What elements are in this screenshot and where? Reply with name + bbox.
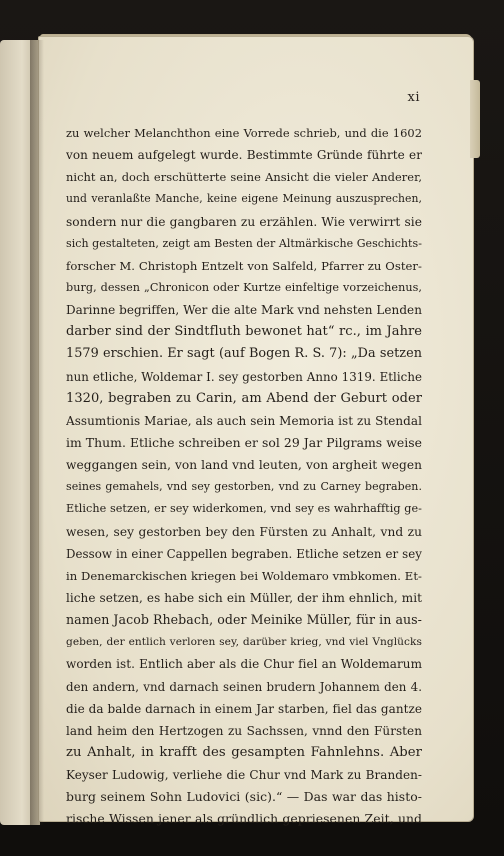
spine-shadow [30, 40, 44, 825]
text-line: burg seinem Sohn Ludovici (sic).“ — Das war das histo- [66, 789, 422, 805]
text-line: Etliche setzen, er sey widerkomen, vnd sey es wahrhafftig ge- [66, 502, 422, 516]
text-line: nicht an, doch erschütterte seine Ansicht die vieler Anderer, [66, 170, 422, 185]
text-line: liche setzen, es habe sich ein Müller, der ihm ehnlich, mit [66, 590, 422, 605]
text-line: land heim den Hertzogen zu Sachssen, vnnd den Fürsten [66, 723, 422, 738]
text-line: zu Anhalt, in krafft des gesampten Fahnlehns. Aber [66, 744, 422, 760]
text-line: seines gemahels, vnd sey gestorben, vnd zu Carney begraben. [66, 480, 422, 494]
text-line: im Thum. Etliche schreiben er sol 29 Jar Pilgrams weise [66, 434, 422, 450]
text-line: rische Wissen jener als gründlich gepriesenen Zeit, und [66, 811, 422, 827]
text-line: 1579 erschien. Er sagt (auf Bogen R. S. 7): „Da setzen [66, 346, 422, 362]
text-line: Keyser Ludowig, verliehe die Chur vnd Mark zu Branden- [66, 768, 422, 783]
body-text [66, 122, 422, 831]
text-line: in Denemarckischen kriegen bei Woldemaro vmbkomen. Et- [66, 568, 422, 583]
text-line: Assumtionis Mariae, als auch sein Memoria ist zu Stendal [66, 413, 422, 428]
text-line: burg, dessen „Chronicon oder Kurtze einfeltige vorzeichenus, [66, 280, 422, 294]
page-tab [470, 80, 480, 158]
text-line: sondern nur die gangbaren zu erzählen. Wie verwirrt sie [66, 214, 422, 229]
text-line: darber sind der Sindtfluth bewonet hat“ rc., im Jahre [66, 324, 422, 340]
text-line: und veranlaßte Manche, keine eigene Meinung auszusprechen, [66, 192, 422, 206]
text-line: sich gestalteten, zeigt am Besten der Altmärkische Geschichts- [66, 236, 422, 250]
text-line: worden ist. Entlich aber als die Chur fiel an Woldemarum [66, 657, 422, 672]
text-line: nun etliche, Woldemar I. sey gestorben Anno 1319. Etliche [66, 369, 422, 384]
text-line: die da balde darnach in einem Jar starben, fiel das gantze [66, 701, 422, 716]
page-number: xi [407, 90, 420, 105]
text-line: geben, der entlich verloren sey, darüber krieg, vnd viel Vnglücks [66, 636, 422, 649]
text-line: namen Jacob Rhebach, oder Meinike Müller, für in aus- [66, 612, 422, 628]
text-line: forscher M. Christoph Entzelt von Salfeld, Pfarrer zu Oster- [66, 258, 422, 273]
text-line: zu welcher Melanchthon eine Vorrede schrieb, und die 1602 [66, 126, 422, 140]
text-line: Dessow in einer Cappellen begraben. Etliche setzen er sey [66, 546, 422, 561]
text-line: 1320, begraben zu Carin, am Abend der Geburt oder [66, 390, 422, 406]
text-line: den andern, vnd darnach seinen brudern Johannem den 4. [66, 679, 422, 694]
text-line: von neuem aufgelegt wurde. Bestimmte Gründe führte er [66, 148, 422, 163]
text-line: weggangen sein, von land vnd leuten, von argheit wegen [66, 458, 422, 473]
text-line: wesen, sey gestorben bey den Fürsten zu Anhalt, vnd zu [66, 524, 422, 539]
text-line: Darinne begriffen, Wer die alte Mark vnd nehsten Lenden [66, 303, 422, 318]
